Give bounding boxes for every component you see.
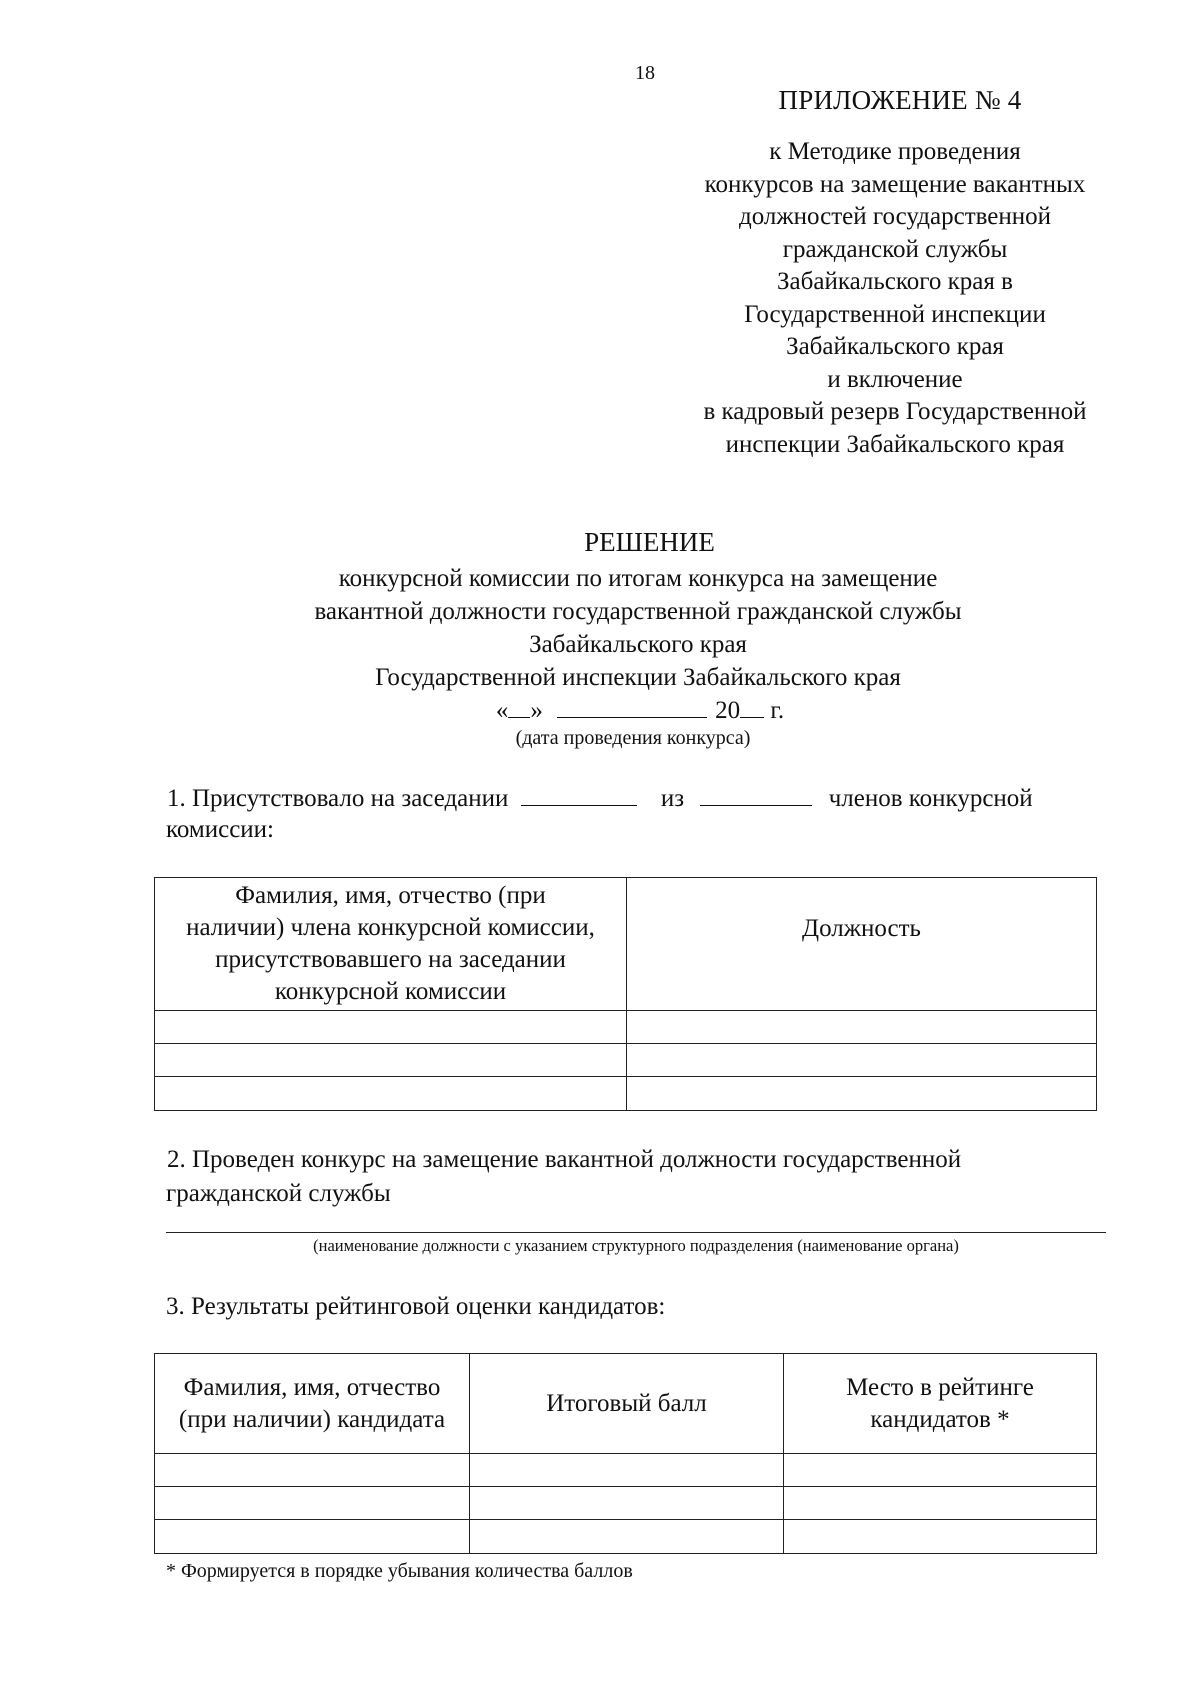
day-blank — [508, 695, 530, 718]
table-cell — [470, 1487, 784, 1520]
section1-text-before: 1. Присутствовало на заседании — [167, 785, 509, 812]
appendix-line: к Методике проведения — [769, 138, 1021, 165]
table-cell — [155, 1520, 470, 1554]
table-cell — [784, 1520, 1097, 1554]
date-line — [0, 695, 1200, 725]
appendix-line: и включение — [827, 365, 963, 393]
appendix-line: Забайкальского края в — [777, 268, 1013, 295]
section2-caption: (наименование должности с указанием структурного подразделения (наименование органа) — [313, 1236, 959, 1255]
section1-line2: комиссии: — [166, 816, 274, 843]
date-caption: (дата проведения конкурса) — [515, 727, 751, 749]
table-row — [155, 1044, 1097, 1077]
decision-line: конкурсной комиссии по итогам конкурса на замещение — [338, 565, 938, 592]
members-table — [154, 877, 1097, 1111]
decision-line: Забайкальского края — [529, 631, 747, 658]
appendix-title: ПРИЛОЖЕНИЕ № 4 — [778, 85, 1022, 115]
appendix-line: Государственной инспекции — [744, 300, 1046, 328]
total-count-blank — [700, 783, 812, 806]
table-cell — [470, 1454, 784, 1487]
table-cell — [784, 1487, 1097, 1520]
table-header-row — [155, 878, 1097, 1011]
decision-title: РЕШЕНИЕ — [584, 527, 715, 557]
header-candidate-name: Фамилия, имя, отчество (при наличии) кандидата — [155, 1354, 470, 1454]
section1-text-middle: из — [660, 785, 685, 812]
header-rating-place: Место в рейтинге кандидатов * — [784, 1354, 1097, 1454]
table-row — [155, 1520, 1097, 1554]
table-row — [155, 1487, 1097, 1520]
table-cell — [155, 1044, 627, 1077]
date-quote-open: « — [495, 697, 509, 724]
appendix-line: инспекции Забайкальского края — [725, 430, 1065, 458]
table-cell — [627, 1044, 1097, 1077]
section1-line1 — [167, 783, 1033, 813]
table-cell — [155, 1011, 627, 1044]
year-blank — [740, 695, 764, 718]
footnote: * Формируется в порядке убывания количества баллов — [166, 1560, 633, 1582]
table-cell — [155, 1487, 470, 1520]
section2-line2: гражданской службы — [166, 1180, 391, 1207]
appendix-line: в кадровый резерв Государственной — [703, 398, 1087, 425]
decision-line: вакантной должности государственной гражданской службы — [314, 598, 962, 625]
appendix-line: Забайкальского края — [786, 333, 1004, 360]
month-blank — [557, 695, 707, 718]
header-position: Должность — [627, 878, 1097, 1011]
header-total-score: Итоговый балл — [470, 1354, 784, 1454]
rating-table — [154, 1353, 1097, 1554]
decision-subtitle — [0, 562, 1200, 694]
year-prefix: 20 — [715, 697, 741, 724]
present-count-blank — [521, 783, 637, 806]
position-name-line — [166, 1232, 1106, 1233]
table-cell — [470, 1520, 784, 1554]
table-cell — [627, 1077, 1097, 1111]
section3-title: 3. Результаты рейтинговой оценки кандидатов: — [166, 1293, 666, 1320]
table-cell — [784, 1454, 1097, 1487]
section1-text-after: членов конкурсной — [828, 785, 1033, 812]
table-cell — [155, 1077, 627, 1111]
section2-line1: 2. Проведен конкурс на замещение вакантной должности государственной — [167, 1146, 962, 1173]
table-cell — [627, 1011, 1097, 1044]
page-number: 18 — [635, 62, 655, 84]
table-row — [155, 1077, 1097, 1111]
table-header-row — [155, 1354, 1097, 1454]
table-row — [155, 1011, 1097, 1044]
date-quote-close: » — [530, 697, 543, 724]
appendix-subtitle — [0, 136, 1200, 461]
table-cell — [155, 1454, 470, 1487]
table-row — [155, 1454, 1097, 1487]
decision-line: Государственной инспекции Забайкальского края — [375, 664, 901, 691]
header-full-name: Фамилия, имя, отчество (при наличии) члена конкурсной комиссии, присутствовавшего на заседании конкурсной комиссии — [155, 878, 627, 1011]
appendix-line: должностей государственной — [738, 203, 1052, 230]
appendix-line: конкурсов на замещение вакантных — [704, 170, 1086, 198]
year-suffix: г. — [770, 697, 785, 724]
appendix-line: гражданской службы — [782, 235, 1008, 263]
